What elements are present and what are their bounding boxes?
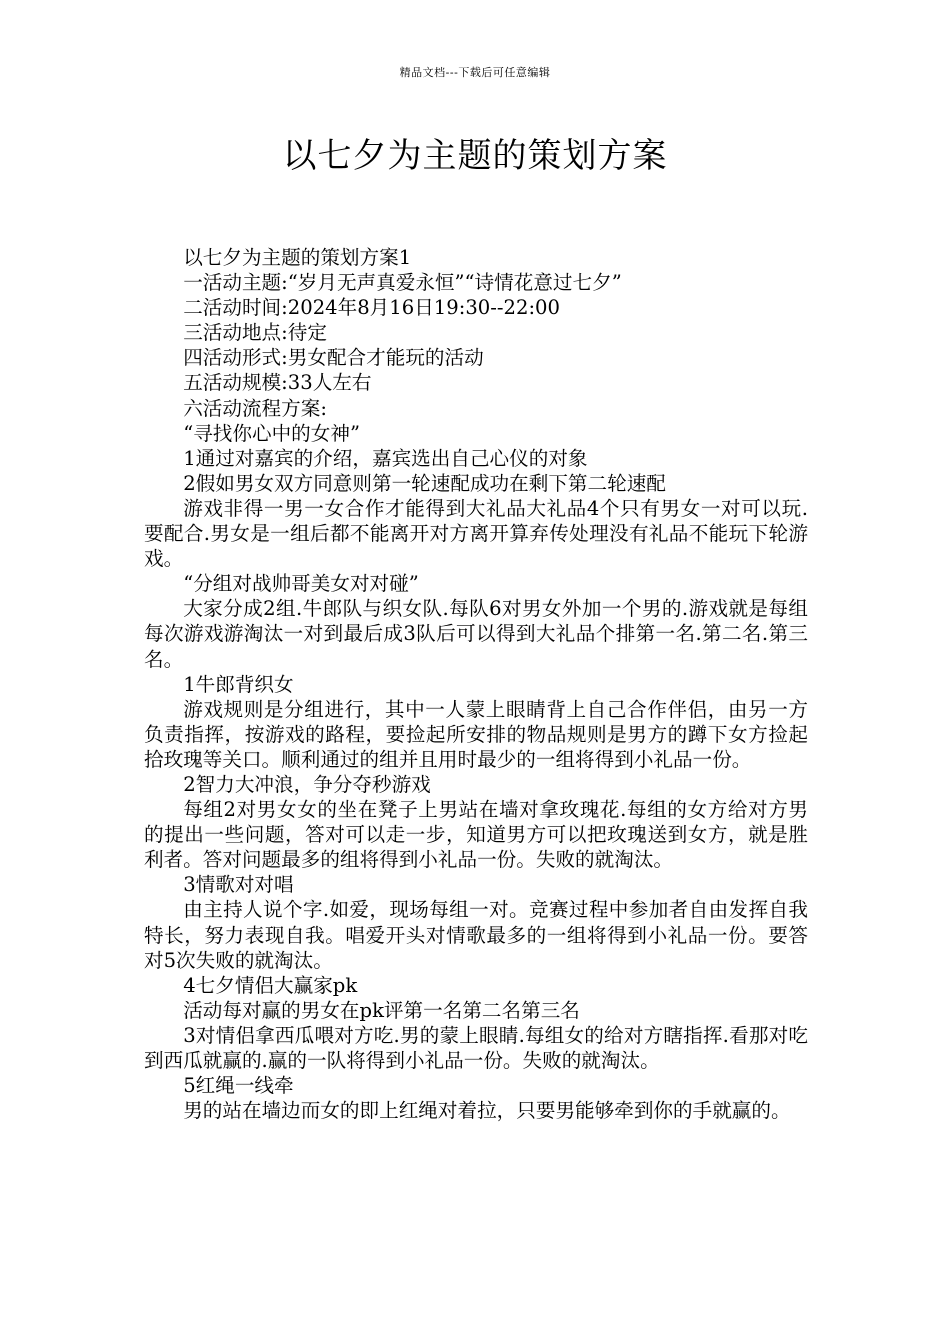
paragraph-time: 二活动时间:2024年8月16日19:30--22:00: [183, 296, 560, 320]
paragraph-game-2-title: 2智力大冲浪，争分夺秒游戏: [183, 772, 431, 796]
paragraph-theme: 一活动主题:“岁月无声真爱永恒”“诗情花意过七夕”: [183, 271, 622, 295]
paragraph-game-5-rules: 男的站在墙边而女的即上红绳对着拉，只要男能够牵到你的手就赢的。: [183, 1099, 791, 1123]
paragraph-game-3-rules: 由主持人说个字.如爱，现场每组一对。竞赛过程中参加者自由发挥自我特长，努力表现自我。唱爱开头对情歌最多的一组将得到小礼品一份。要答对5次失败的就淘汰。: [144, 898, 808, 972]
paragraph-game-rules: 游戏非得一男一女合作才能得到大礼品大礼品4个只有男女一对可以玩.要配合.男女是一组后都不能离开对方离开算弃传处理没有礼品不能玩下轮游戏。: [144, 496, 808, 571]
document-title: 以七夕为主题的策划方案: [282, 136, 668, 176]
page-header: 精品文档---下载后可任意编辑: [399, 66, 551, 79]
paragraph-team-split: 大家分成2组.牛郎队与织女队.每队6对男女外加一个男的.游戏就是每组每次游戏游淘汰一对到最后成3队后可以得到大礼品个排第一名.第二名.第三名。: [144, 597, 808, 671]
paragraph-game-3-title: 3情歌对对唱: [183, 873, 294, 897]
paragraph-game-5-title: 5红绳一线牵: [183, 1074, 294, 1098]
paragraph-scale: 五活动规模:33人左右: [183, 371, 372, 395]
paragraph-format: 四活动形式:男女配合才能玩的活动: [183, 346, 484, 370]
paragraph-plan-heading: 以七夕为主题的策划方案1: [183, 246, 412, 269]
paragraph-game-1-title: 1牛郎背织女: [183, 672, 294, 696]
paragraph-game-2-rules: 每组2对男女女的坐在凳子上男站在墙对拿玫瑰花.每组的女方给对方男的提出一些问题，答对可以走一步，知道男方可以把玫瑰送到女方，就是胜利者。答对问题最多的组将得到小礼品一份。失败的就淘汰。: [144, 798, 808, 872]
paragraph-game-4-rules: 3对情侣拿西瓜喂对方吃.男的蒙上眼睛.每组女的给对方瞎指挥.看那对吃到西瓜就赢的.赢的一队将得到小礼品一份。失败的就淘汰。: [144, 1023, 808, 1072]
paragraph-game-4-desc: 活动每对赢的男女在pk评第一名第二名第三名: [183, 998, 580, 1022]
paragraph-section-team-battle: “分组对战帅哥美女对对碰”: [183, 572, 419, 596]
paragraph-step-2: 2假如男女双方同意则第一轮速配成功在剩下第二轮速配: [183, 471, 666, 495]
paragraph-section-goddess: “寻找你心中的女神”: [183, 421, 360, 445]
paragraph-game-4-title: 4七夕情侣大赢家pk: [183, 973, 358, 997]
paragraph-location: 三活动地点:待定: [183, 321, 327, 345]
paragraph-step-1: 1通过对嘉宾的介绍，嘉宾选出自己心仪的对象: [183, 446, 588, 470]
paragraph-flow: 六活动流程方案:: [183, 396, 327, 420]
document-body: [144, 245, 808, 1123]
paragraph-game-1-rules: 游戏规则是分组进行，其中一人蒙上眼睛背上自己合作伴侣，由另一方负责指挥，按游戏的路程，要捡起所安排的物品规则是男方的蹲下女方捡起拾玫瑰等关口。顺利通过的组并且用时最少的一组将得到小礼品一份。: [144, 697, 808, 771]
